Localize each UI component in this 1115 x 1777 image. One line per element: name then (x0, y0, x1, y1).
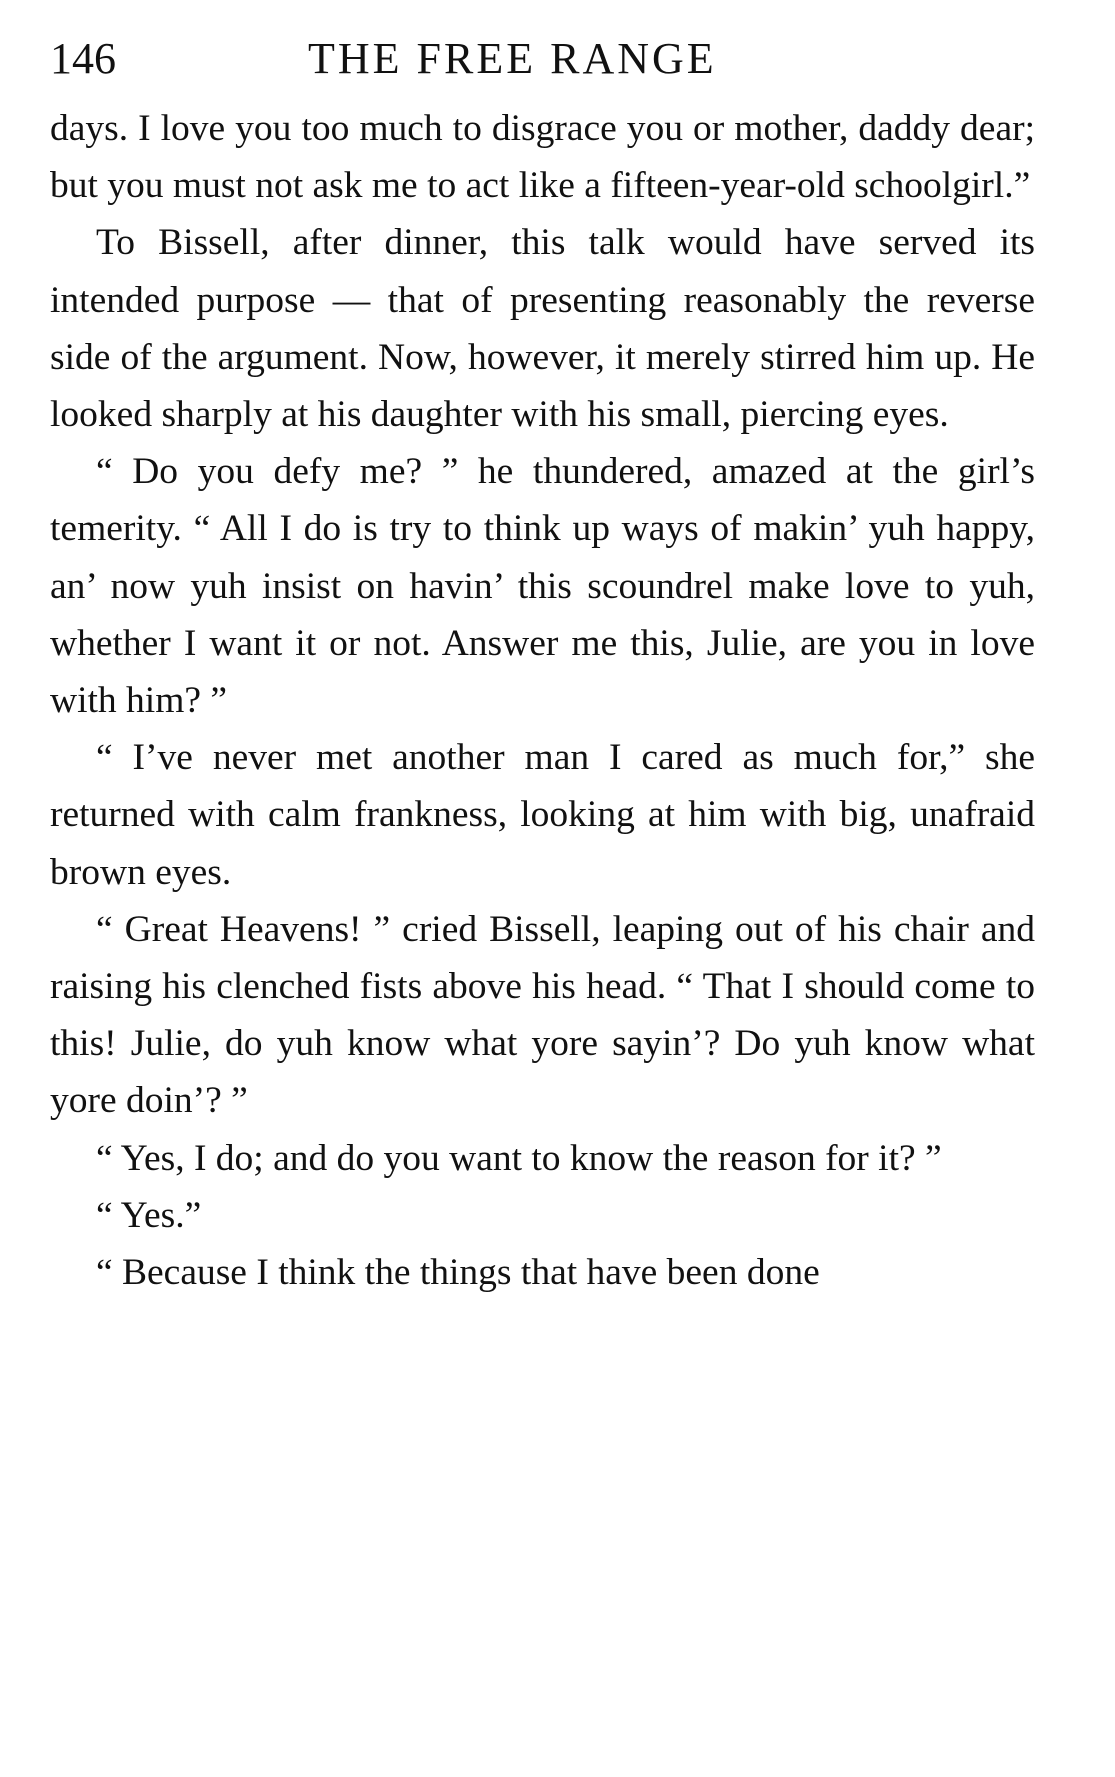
paragraph: “ I’ve never met another man I cared as much for,” she returned with calm frankness, looking at him with big, unafraid brown eyes. (50, 737, 1035, 893)
paragraph: “ Do you defy me? ” he thundered, amazed at the girl’s temerity. “ All I do is try to think up ways of makin’ yuh happy, an’ now yuh insist on havin’ this scoundrel make love to yuh, whether I want it or not. Answer me this, Julie, are you in love with him? ” (50, 451, 1035, 722)
body-text (50, 100, 1035, 1301)
page-header (50, 30, 1035, 88)
paragraph: “ Because I think the things that have been done (96, 1252, 820, 1294)
page-number: 146 (50, 34, 116, 83)
paragraph: To Bissell, after dinner, this talk would have served its intended purpose — that of presenting reasonably the reverse side of the argument. Now, however, it merely stirred him up. He looked sharply at his daughter with his small, piercing eyes. (50, 222, 1035, 436)
paragraph: “ Yes.” (96, 1194, 202, 1236)
running-title: THE FREE RANGE (308, 34, 717, 83)
book-page (50, 30, 1035, 1301)
paragraph: “ Yes, I do; and do you want to know the reason for it? ” (96, 1137, 942, 1179)
paragraph: “ Great Heavens! ” cried Bissell, leaping out of his chair and raising his clenched fists above his head. “ That I should come to this! Julie, do yuh know what yore sayin’? Do yuh know what yore doin’? ” (50, 908, 1035, 1122)
paragraph-continuation: days. I love you too much to disgrace you or mother, daddy dear; but you must not ask me to act like a fifteen-year-old schoolgirl.” (50, 108, 1035, 207)
